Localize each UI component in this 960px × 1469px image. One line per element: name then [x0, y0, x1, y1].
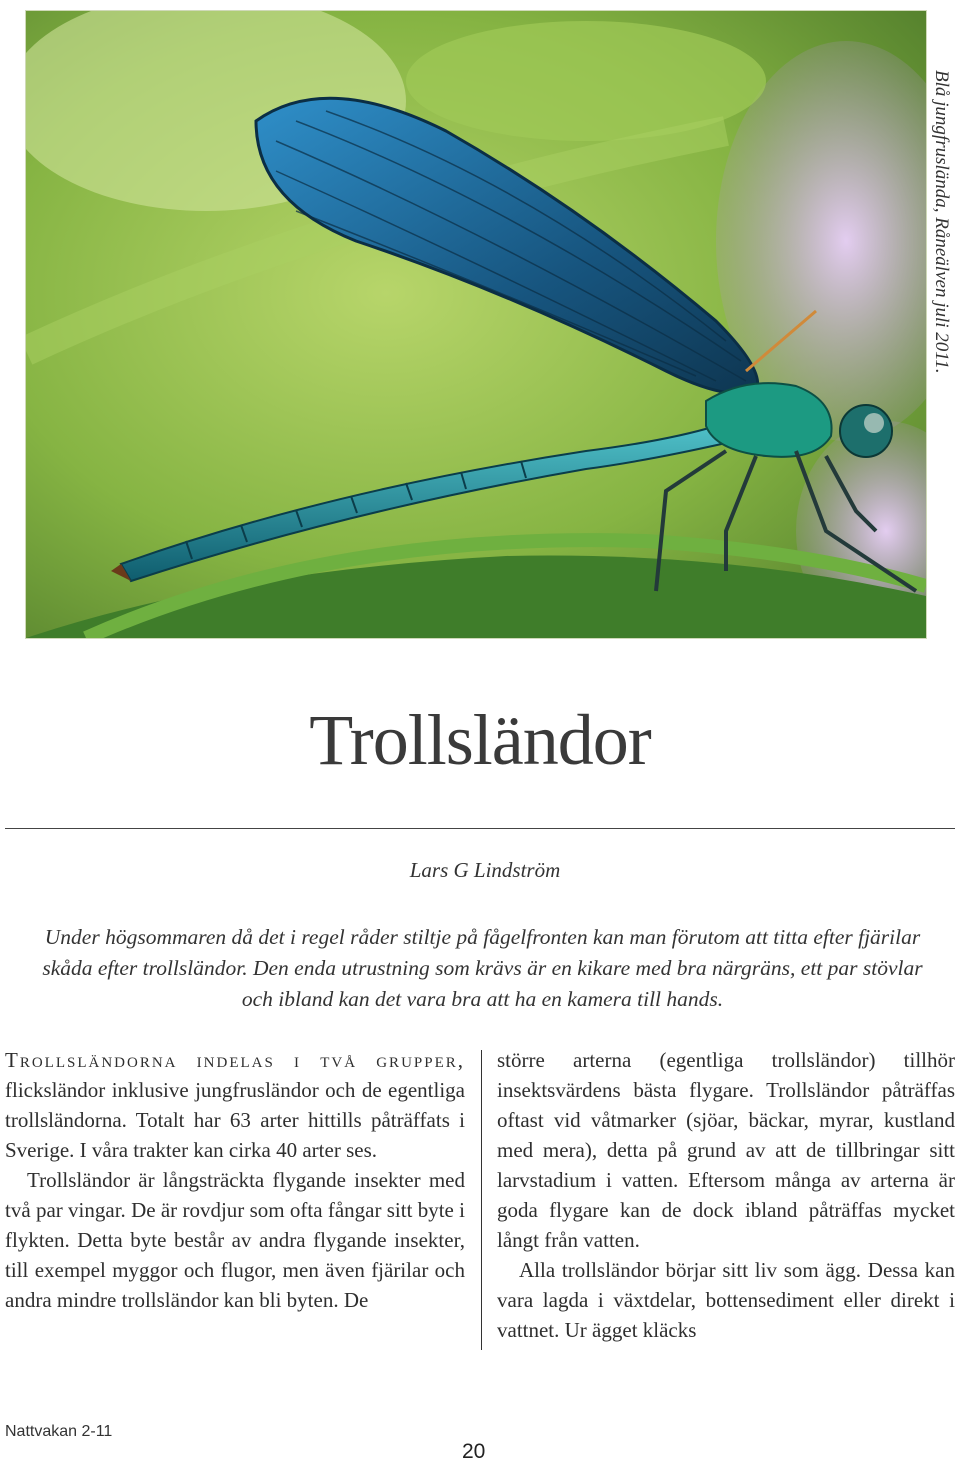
author-name: Lars G Lindström [409, 858, 561, 882]
body-column-left [5, 1045, 465, 1315]
paragraph-text: flicksländor inklusive jungfrusländor och de egentliga trollsländorna. Totalt har 63 arter hittills påträffats i Sverige. I våra trakter kan cirka 40 arter ses. [5, 1078, 465, 1162]
photo-caption-text: Blå jungfrusländа, Råneälven juli 2011. [931, 70, 952, 374]
paragraph: större arterna (egentliga trollsländor) tillhör insektsvärdens bästa flygare. Trollsländor påträffas oftast vid våtmarker (sjöar, bäckar, myrar, kustland med mera), detta på grund av att de tillbringar sitt larvstadium i vatten. Eftersom många av arterna är goda flygare kan de dock ibland påträffas mycket långt från vatten. [497, 1048, 955, 1252]
paragraph: Alla trollsländor börjar sitt liv som ägg. Dessa kan vara lagda i växtdelar, bottensediment eller direkt i vattnet. Ur ägget kläcks [497, 1258, 955, 1342]
photo-caption [926, 70, 956, 470]
page-number: 20 [462, 1440, 486, 1463]
publication-name: Nattvakan 2-11 [5, 1423, 113, 1440]
intro-paragraph: Under högsommaren då det i regel råder stiltje på fågelfronten kan man förutom att titta efter fjärilar skåda efter trollsländor. Den enda utrustning som krävs är en kikare med bra närgräns, ett par stövlar och ibland kan det vara bra att ha en kamera till hands. [42, 925, 923, 1011]
dragonfly-illustration [26, 11, 926, 638]
body-column-right [497, 1045, 955, 1345]
title-divider [5, 828, 955, 829]
paragraph [5, 1045, 465, 1165]
article-title: Trollsländor [309, 700, 651, 780]
column-divider [481, 1050, 482, 1350]
dragonfly-photo [25, 10, 927, 639]
paragraph: Trollsländor är långsträckta flygande insekter med två par vingar. De är rovdjur som ofta fångar sitt byte i flykten. Detta byte består av andra flygande insekter, till exempel myggor och flugor, men även fjärilar och andra mindre trollsländor kan bli byten. De [5, 1168, 465, 1312]
lead-in: Trollsländorna indelas i två grupper, [5, 1048, 465, 1072]
